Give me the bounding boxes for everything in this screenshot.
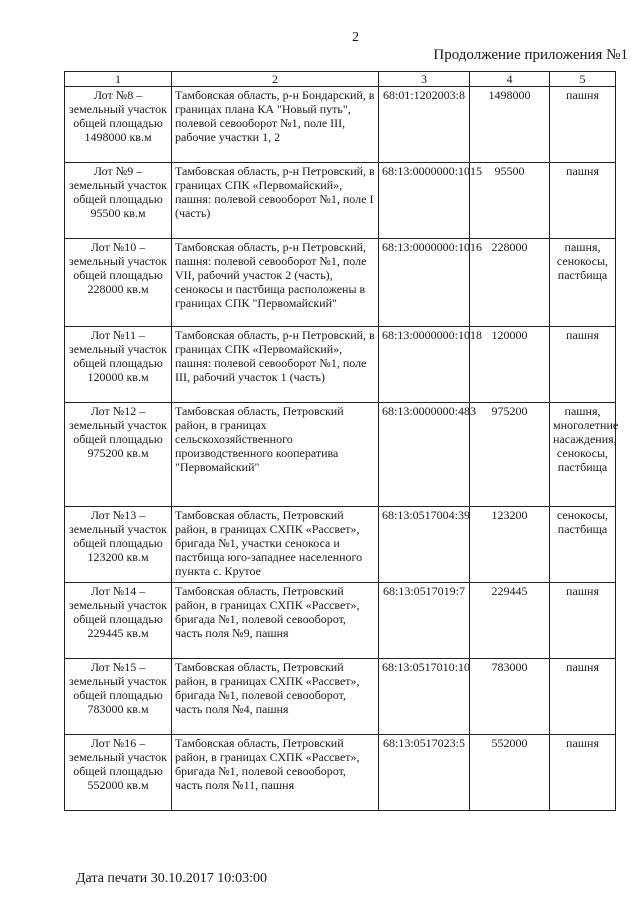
cadastral-number: 68:13:0517010:10 xyxy=(379,659,470,735)
lot-description: Лот №13 – земельный участок общей площадью 123200 кв.м xyxy=(65,507,172,583)
lot-area: 95500 xyxy=(470,163,550,239)
table-row xyxy=(65,87,616,163)
lot-location: Тамбовская область, р-н Петровский, в границах СПК «Первомайский», пашня: полевой севооборот №1, поле III, рабочий участок 1 (часть) xyxy=(172,327,379,403)
column-header: 1 xyxy=(65,72,172,87)
lot-area: 123200 xyxy=(470,507,550,583)
land-use: пашня xyxy=(550,583,616,659)
print-date: Дата печати 30.10.2017 10:03:00 xyxy=(76,871,268,886)
cadastral-number: 68:13:0517019:7 xyxy=(379,583,470,659)
cadastral-number: 68:13:0000000:1016 xyxy=(379,239,470,327)
page-number: 2 xyxy=(352,30,359,45)
lot-area: 783000 xyxy=(470,659,550,735)
lot-location: Тамбовская область, Петровский район, в границах СХПК «Рассвет», бригада №1, полевой севооборот, часть поля №4, пашня xyxy=(172,659,379,735)
lot-area: 120000 xyxy=(470,327,550,403)
lot-description: Лот №9 – земельный участок общей площадью 95500 кв.м xyxy=(65,163,172,239)
column-header: 3 xyxy=(379,72,470,87)
lot-location: Тамбовская область, Петровский район, в границах СХПК «Рассвет», бригада №1, полевой севооборот, часть поля №11, пашня xyxy=(172,735,379,811)
table-row xyxy=(65,403,616,507)
table-row xyxy=(65,327,616,403)
land-use: сенокосы, пастбища xyxy=(550,507,616,583)
table-row xyxy=(65,659,616,735)
table-row xyxy=(65,583,616,659)
lot-description: Лот №8 – земельный участок общей площадью 1498000 кв.м xyxy=(65,87,172,163)
cadastral-number: 68:13:0517004:39 xyxy=(379,507,470,583)
table-row xyxy=(65,735,616,811)
lot-area: 228000 xyxy=(470,239,550,327)
table-header-row xyxy=(65,72,616,87)
land-use: пашня xyxy=(550,659,616,735)
lot-description: Лот №15 – земельный участок общей площадью 783000 кв.м xyxy=(65,659,172,735)
lot-location: Тамбовская область, Петровский район, в границах СХПК «Рассвет», бригада №1, участки сенокоса и пастбища юго-западнее населенного пункта с. Крутое xyxy=(172,507,379,583)
land-use: пашня xyxy=(550,163,616,239)
lots-table xyxy=(64,71,619,811)
appendix-title: Продолжение приложения №1 xyxy=(433,47,628,63)
land-use: пашня xyxy=(550,735,616,811)
lot-description: Лот №14 – земельный участок общей площадью 229445 кв.м xyxy=(65,583,172,659)
cadastral-number: 68:13:0000000:483 xyxy=(379,403,470,507)
lot-location: Тамбовская область, р-н Петровский, пашня: полевой севооборот №1, поле VII, рабочий участок 2 (часть), сенокосы и пастбища расположены в границах СПК "Первомайский" xyxy=(172,239,379,327)
cadastral-number: 68:13:0517023:5 xyxy=(379,735,470,811)
land-use: пашня xyxy=(550,327,616,403)
lot-area: 229445 xyxy=(470,583,550,659)
lot-area: 1498000 xyxy=(470,87,550,163)
lot-area: 552000 xyxy=(470,735,550,811)
lot-description: Лот №12 – земельный участок общей площадью 975200 кв.м xyxy=(65,403,172,507)
cadastral-number: 68:13:0000000:1015 xyxy=(379,163,470,239)
column-header: 4 xyxy=(470,72,550,87)
lot-description: Лот №11 – земельный участок общей площадью 120000 кв.м xyxy=(65,327,172,403)
lot-location: Тамбовская область, Петровский район, в границах СХПК «Рассвет», бригада №1, полевой севооборот, часть поля №9, пашня xyxy=(172,583,379,659)
land-use: пашня, сенокосы, пастбища xyxy=(550,239,616,327)
lot-description: Лот №10 – земельный участок общей площадью 228000 кв.м xyxy=(65,239,172,327)
table-row xyxy=(65,507,616,583)
lot-location: Тамбовская область, Петровский район, в границах сельскохозяйственного производственного кооператива "Первомайский" xyxy=(172,403,379,507)
table-row xyxy=(65,239,616,327)
column-header: 5 xyxy=(550,72,616,87)
lot-description: Лот №16 – земельный участок общей площадью 552000 кв.м xyxy=(65,735,172,811)
lot-location: Тамбовская область, р-н Петровский, в границах СПК «Первомайский», пашня: полевой севооборот №1, поле I (часть) xyxy=(172,163,379,239)
cadastral-number: 68:13:0000000:1018 xyxy=(379,327,470,403)
cadastral-number: 68:01:1202003:8 xyxy=(379,87,470,163)
table-row xyxy=(65,163,616,239)
land-use: пашня xyxy=(550,87,616,163)
lot-area: 975200 xyxy=(470,403,550,507)
column-header: 2 xyxy=(172,72,379,87)
lot-location: Тамбовская область, р-н Бондарский, в границах плана КА "Новый путь", полевой севооборот №1, поле III, рабочие участки 1, 2 xyxy=(172,87,379,163)
land-use: пашня, многолетние насаждения, сенокосы, пастбища xyxy=(550,403,616,507)
